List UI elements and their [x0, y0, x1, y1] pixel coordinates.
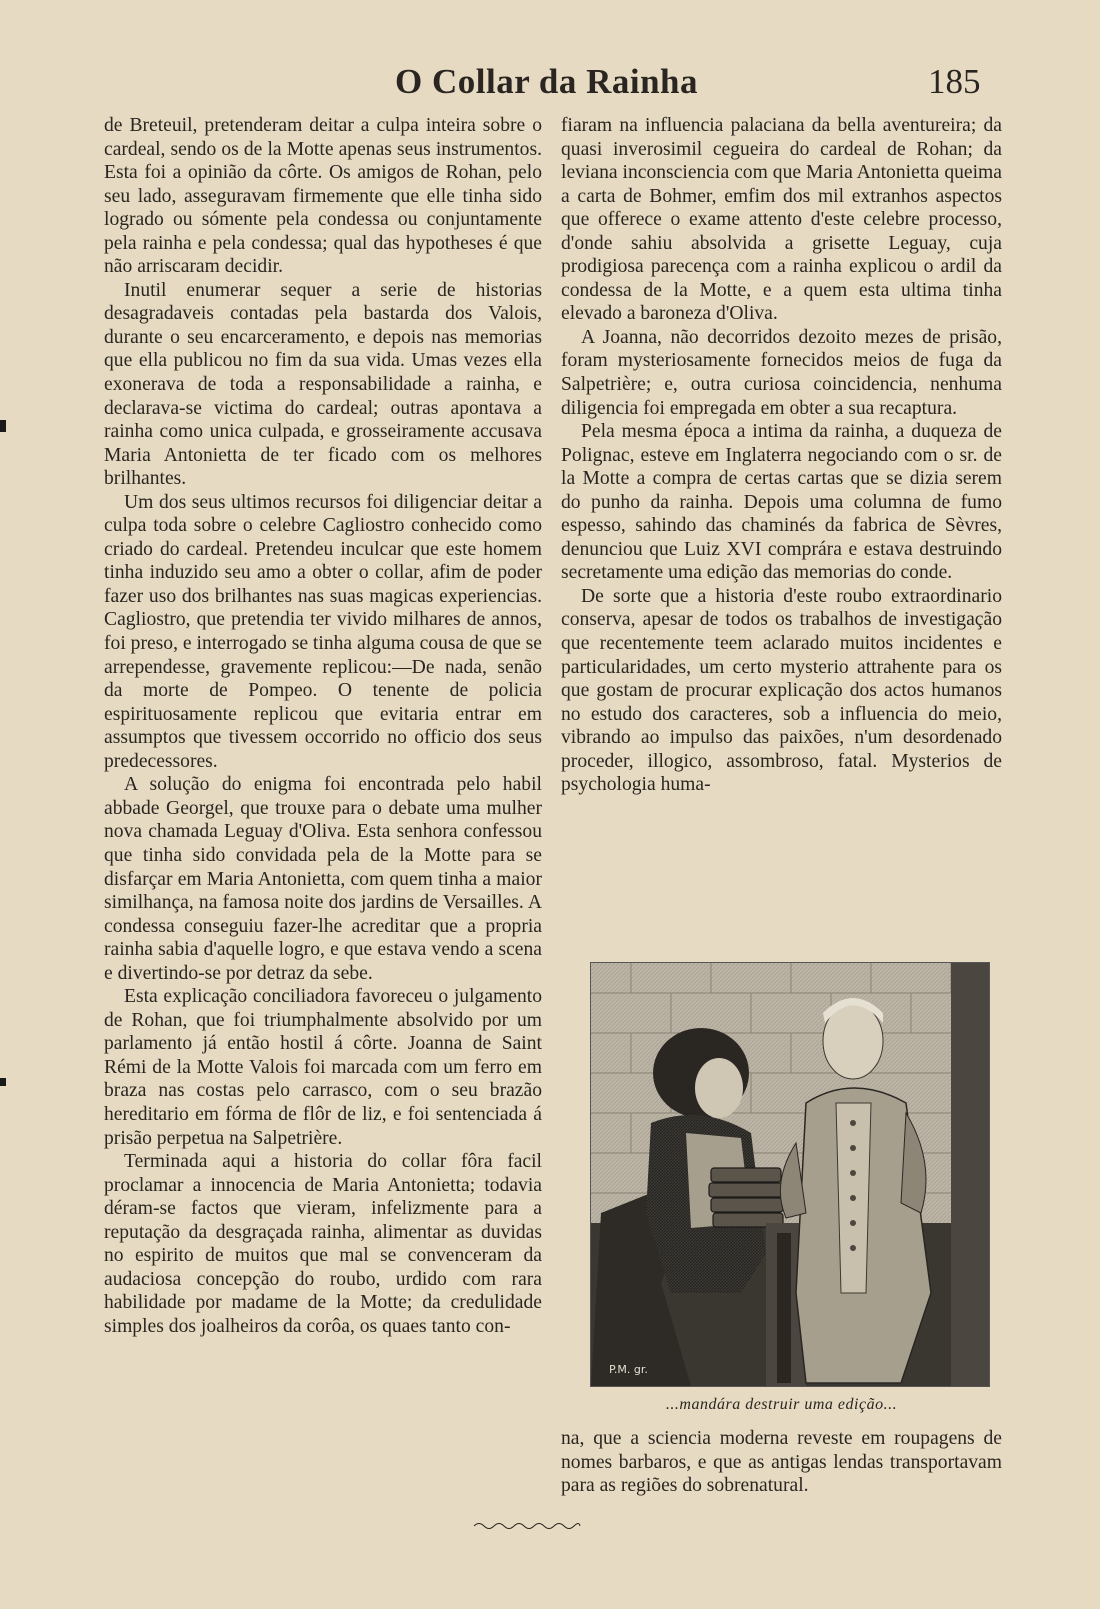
- end-ornament: [472, 1520, 582, 1532]
- page-number: 185: [928, 62, 981, 101]
- paragraph: Inutil enumerar sequer a serie de historias desagradaveis contadas pela bastarda dos Valois, durante o seu encarceramento, e depois nas memorias que ella publicou no fim da sua vida. Umas vezes ella exonerava de toda a responsabilidade a rainha, e declarava-se victima do cardeal; outras apontava a rainha como unica culpada, e grosseiramente accusava Maria Antonietta de ter ficado com os melhores brilhantes.: [104, 279, 542, 490]
- figure-caption: ...mandára destruir uma edição...: [665, 1396, 898, 1413]
- paragraph: Um dos seus ultimos recursos foi diligenciar deitar a culpa toda sobre o celebre Cagliostro conhecido como criado do cardeal. Pretendeu inculcar que este homem tinha induzido seu amo a obter o collar, afim de poder fazer uso dos brilhantes nas suas magicas experiencias. Cagliostro, que pretendia ter vivido milhares de annos, foi preso, e interrogado se tinha alguma cousa de que se arrependesse, gravemente replicou:—De nada, senão da morte de Pompeo. O tenente de policia espirituosamente replicou que evitaria entrar em assumptos que tivessem occorrido no officio dos seus predecessores.: [104, 491, 542, 772]
- right-column: [561, 114, 1002, 797]
- paragraph: A Joanna, não decorridos dezoito mezes de prisão, foram mysteriosamente fornecidos meios de fuga da Salpetrière; e, outra curiosa coincidencia, nenhuma diligencia foi empregada em obter a sua recaptura.: [561, 326, 1002, 419]
- engraver-signature: P.M. gr.: [609, 1363, 648, 1376]
- left-column: [104, 114, 542, 1338]
- paragraph: Terminada aqui a historia do collar fôra facil proclamar a innocencia de Maria Antonietta; todavia déram-se factos que vieram, infelizmente para a reputação da desgraçada rainha, alimentar as duvidas no espirito de muitos que mal se convenceram da audaciosa concepção do roubo, urdido com rara habilidade por madame de la Motte; da credulidade simples dos joalheiros da corôa, os quaes tanto con-: [104, 1151, 542, 1337]
- paragraph: Pela mesma época a intima da rainha, a duqueza de Polignac, esteve em Inglaterra negociando com o sr. de la Motte a compra de certas cartas que se dizia serem do punho da rainha. Depois uma columna de fumo espesso, sahindo das chaminés da fabrica de Sèvres, denunciou que Luiz XVI comprára e estava destruindo secretamente uma edição das memorias do conde.: [561, 421, 1002, 584]
- running-title: O Collar da Rainha: [395, 62, 698, 101]
- paragraph: A solução do enigma foi encontrada pelo habil abbade Georgel, que trouxe para o debate uma mulher nova chamada Leguay d'Oliva. Esta senhora confessou que tinha sido convidada pela de la Motte para se disfarçar em Maria Antonietta, com quem tinha a maior similhança, na famosa noite dos jardins de Versailles. A condessa conseguiu fazer-lhe acreditar que a propria rainha sabia d'aquelle logro, e que estava vendo a scena e divertindo-se por detraz da sebe.: [104, 774, 542, 984]
- paragraph: fiaram na influencia palaciana da bella aventureira; da quasi inverosimil cegueira do cardeal de Rohan; da leviana inconsciencia com que Maria Antonietta queima a carta de Bohmer, emfim dos mil extranhos aspectos que offerece o exame attento d'este celebre processo, d'onde sahiu absolvida a grisette Leguay, cuja prodigiosa parecença com a rainha explicou o ardil da condessa de la Motte, e a quem esta ultima tinha elevado a baroneza d'Oliva.: [561, 115, 1002, 325]
- binding-mark: [0, 420, 6, 432]
- engraving-illustration: [590, 962, 990, 1387]
- paragraph: De sorte que a historia d'este roubo extraordinario conserva, apesar de todos os trabalhos de investigação que recentemente teem aclarado muitos incidentes e particularidades, um certo mysterio attrahente para os que gostam de procurar explicação dos actos humanos no estudo dos caracteres, sob a influencia do meio, vibrando ao impulso das paixões, n'um desordenado proceder, illogico, assombroso, fatal. Mysterios de psychologia huma-: [561, 585, 1002, 796]
- binding-mark: [0, 1078, 6, 1086]
- paragraph: de Breteuil, pretenderam deitar a culpa inteira sobre o cardeal, sendo os de la Motte apenas seus instrumentos. Esta foi a opinião da côrte. Os amigos de Rohan, pelo seu lado, asseguravam firmemente que elle tinha sido logrado ou sómente pela condessa ou conjuntamente pela rainha e pela condessa; qual das hypotheses é que não arriscaram decidir.: [104, 115, 542, 278]
- paragraph: na, que a sciencia moderna reveste em roupagens de nomes barbaros, e que as antigas lendas transportavam para as regiões do sobrenatural.: [561, 1428, 1002, 1497]
- paragraph: Esta explicação conciliadora favoreceu o julgamento de Rohan, que foi triumphalmente absolvido por um parlamento já então hostil á côrte. Joanna de Saint Rémi de la Motte Valois foi marcada com um ferro em braza nas costas pelo carrasco, com o seu brazão hereditario em fórma de flôr de liz, e foi sentenciada á prisão perpetua na Salpetrière.: [104, 986, 542, 1149]
- right-column-continuation: [561, 1427, 1002, 1498]
